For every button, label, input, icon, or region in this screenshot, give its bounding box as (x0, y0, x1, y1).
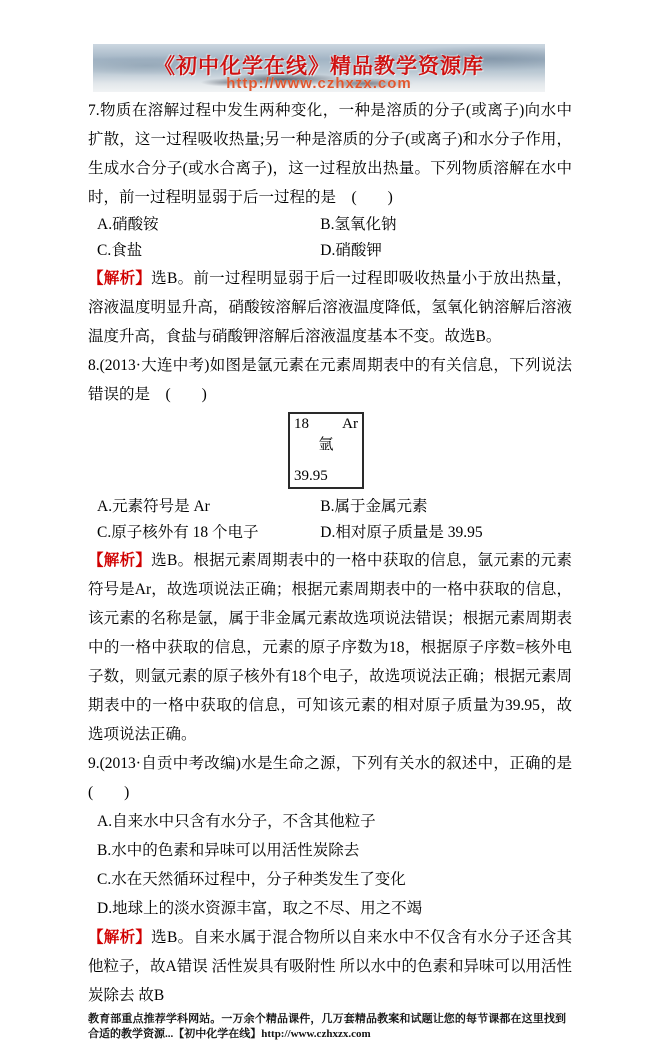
analysis-label-q7: 【解析】 (88, 270, 152, 287)
option-7c: C.食盐 (97, 242, 143, 259)
banner-url-link[interactable]: http://www.czhxzx.com (226, 74, 412, 92)
option-9d: D.地球上的淡水资源丰富，取之不尽、用之不竭 (97, 900, 423, 917)
question-7-stem: 7.物质在溶解过程中发生两种变化，一种是溶质的分子(或离子)向水中扩散，这一过程吸收热量;另一种是溶质的分子(或离子)和水分子作用，生成水合分子(或水合离子)，这一过程放出热量。下列物质溶解在水中时，前一过程明显弱于后一过程的是 ( ) (88, 102, 572, 206)
document-body (88, 96, 588, 1042)
option-8b: B.属于金属元素 (320, 498, 428, 515)
question-8-stem: 8.(2013·大连中考)如图是氩元素在元素周期表中的有关信息，下列说法错误的是 ( ) (88, 357, 572, 403)
element-symbol: Ar (342, 416, 358, 432)
question-8-options (88, 494, 572, 546)
atomic-number: 18 (294, 416, 309, 432)
analysis-q7 (88, 264, 572, 351)
option-9c: C.水在天然循环过程中，分子种类发生了变化 (97, 871, 406, 888)
option-7d: D.硝酸钾 (320, 242, 382, 259)
question-7-options (88, 212, 572, 264)
question-9-stem: 9.(2013·自贡中考改编)水是生命之源，下列有关水的叙述中，正确的是 ( ) (88, 755, 588, 801)
analysis-text-q9: 选B。自来水属于混合物所以自来水中不仅含有水分子还含其他粒子，故A错误 活性炭具有吸附性 所以水中的色素和异味可以用活性炭除去 故B (88, 929, 572, 1004)
analysis-q9 (88, 923, 572, 1010)
footer-url-link[interactable]: http://www.czhxzx.com (261, 1028, 371, 1040)
question-9-options (88, 807, 572, 923)
element-mass: 39.95 (294, 468, 328, 484)
element-name: 氩 (318, 437, 334, 453)
analysis-label-q9: 【解析】 (88, 929, 152, 946)
element-cell-argon (288, 412, 364, 489)
site-banner (93, 44, 545, 92)
option-8d: D.相对原子质量是 39.95 (320, 524, 483, 541)
analysis-label-q8: 【解析】 (88, 552, 152, 569)
analysis-text-q8: 选B。根据元素周期表中的一格中获取的信息，氩元素的元素符号是Ar，故选项说法正确；根据元素周期表中的一格中获取的信息，该元素的名称是氩，属于非金属元素故选项说法错误；根据元素周期表中的一格中获取的信息，元素的原子序数为18，根据原子序数=核外电子数，则氩元素的原子核外有18个电子，故选项说法正确；根据元素周期表中的一格中获取的信息，可知该元素的相对原子质量为39.95，故选项说法正确。 (88, 552, 572, 743)
option-8a: A.元素符号是 Ar (97, 498, 210, 515)
banner-title: 《初中化学在线》精品教学资源库 (154, 52, 484, 78)
option-7b: B.氢氧化钠 (320, 216, 397, 233)
option-9b: B.水中的色素和异味可以用活性炭除去 (97, 842, 360, 859)
option-8c: C.原子核外有 18 个电子 (97, 524, 259, 541)
option-9a: A.自来水中只含有水分子，不含其他粒子 (97, 813, 376, 830)
analysis-q8 (88, 546, 572, 749)
footer-text: 教育部重点推荐学科网站。一万余个精品课件，几万套精品教案和试题让您的每节课都在这里找到合适的教学资源...【初中化学在线】 (88, 1013, 566, 1040)
footer-note (88, 1012, 566, 1042)
analysis-text-q7: 选B。前一过程明显弱于后一过程即吸收热量小于放出热量，溶液温度明显升高，硝酸铵溶解后溶液温度降低，氢氧化钠溶解后溶液温度升高，食盐与硝酸钾溶解后溶液温度基本不变。故选B。 (88, 270, 572, 345)
option-7a: A.硝酸铵 (97, 216, 159, 233)
